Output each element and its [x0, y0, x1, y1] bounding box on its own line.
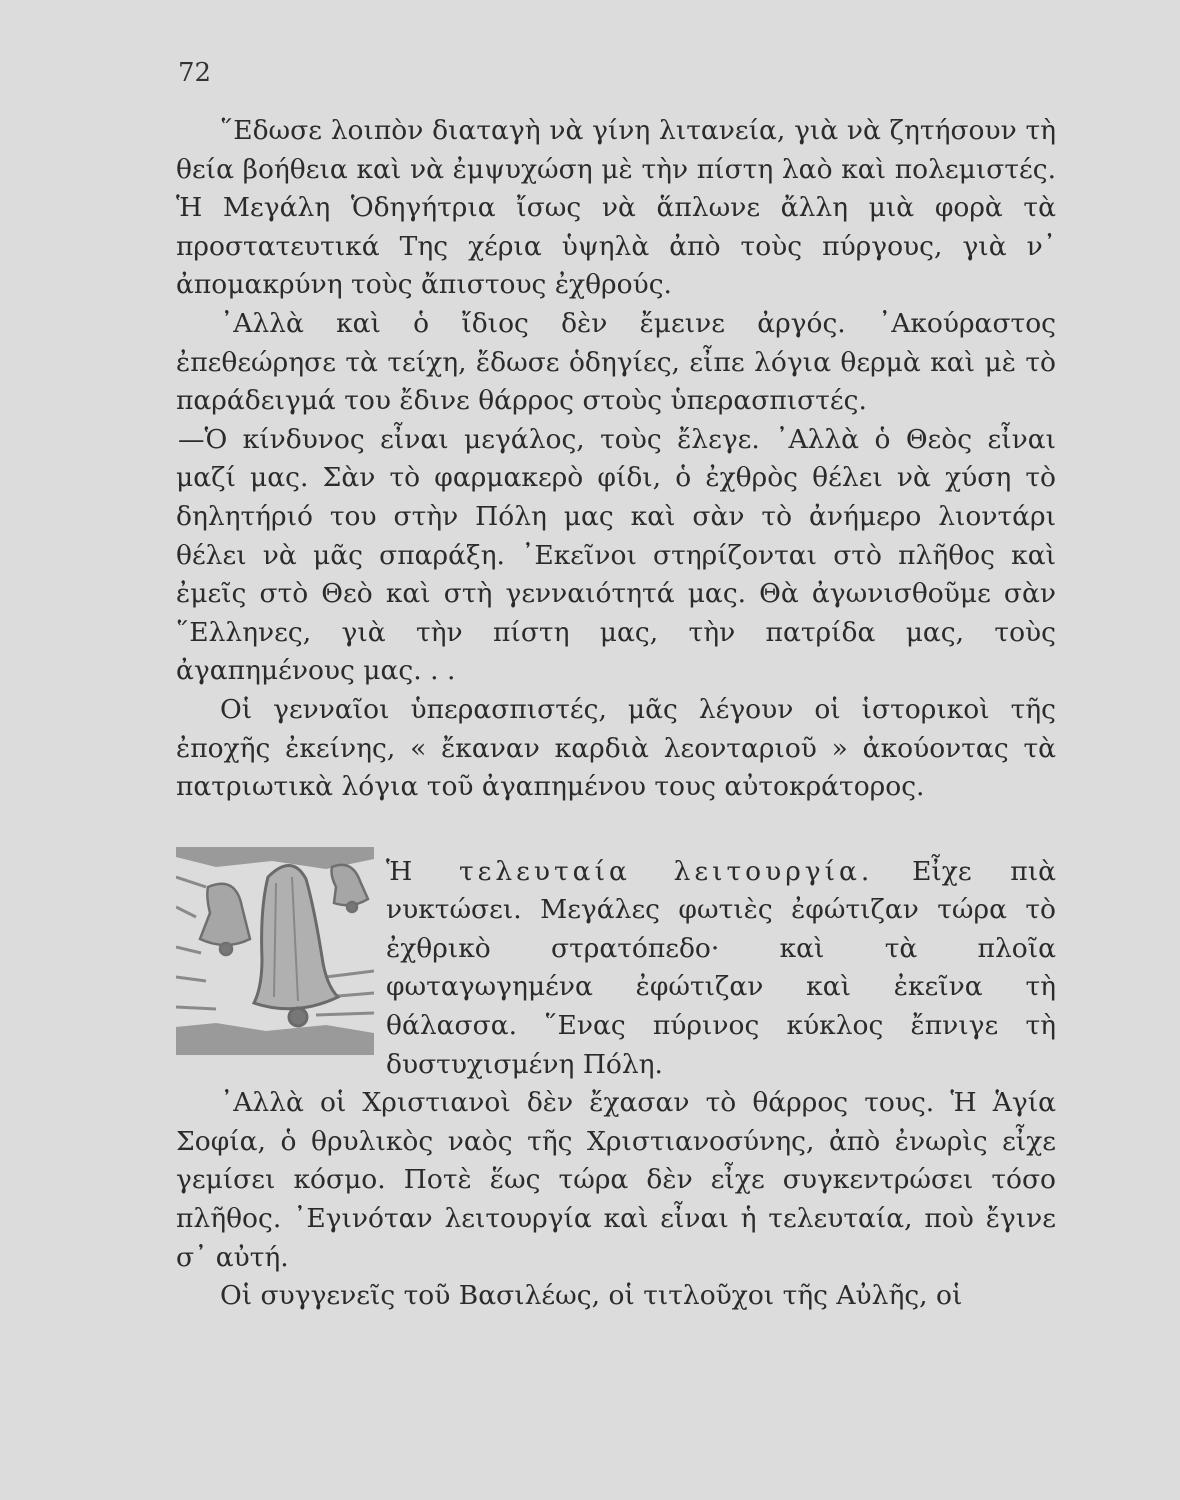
section-heading: Ἡ τελευταία λειτουργία.	[386, 855, 874, 887]
paragraph: Οἱ γενναῖοι ὑπερασπιστές, μᾶς λέγουν οἱ ἱστορικοὶ τῆς ἐποχῆς ἐκείνης, « ἔκαναν καρδιὰ λεονταριοῦ » ἀκούοντας τὰ πατριωτικὰ λόγια τοῦ ἀγαπημένου τους αὐτοκράτορος.	[176, 693, 1056, 803]
paragraph: Οἱ συγγενεῖς τοῦ Βασιλέως, οἱ τιτλοῦχοι τῆς Αὐλῆς, οἱ	[220, 1280, 963, 1312]
section-last-liturgy	[176, 853, 1056, 1085]
body-text	[176, 112, 1056, 1316]
paragraph: ῞Εδωσε λοιπὸν διαταγὴ νὰ γίνη λιτανεία, γιὰ νὰ ζητήσουν τὴ θεία βοήθεια καὶ νὰ ἐμψυχώση μὲ τὴν πίστη λαὸ καὶ πολεμιστές. Ἡ Μεγάλη Ὁδηγήτρια ἴσως νὰ ἅπλωνε ἄλλη μιὰ φορὰ τὰ προστατευτικά Της χέρια ὑψηλὰ ἀπὸ τοὺς πύργους, γιὰ ν᾽ ἀπομακρύνη τοὺς ἄπιστους ἐχθρούς.	[176, 115, 1056, 301]
page-number: 72	[178, 58, 212, 88]
section-first-paragraph-text: Εἶχε πιὰ νυκτώσει. Μεγάλες φωτιὲς ἐφώτιζαν τώρα τὸ ἐχθρικὸ στρατόπεδο· καὶ τὰ πλοῖα φωταγωγημένα ἐφώτιζαν καὶ ἐκεῖνα τὴ θάλασσα. ῞Ενας πύρινος κύκλος ἔπνιγε τὴ δυστυχισμένη Πόλη.	[386, 855, 1056, 1080]
dialogue-paragraph: —Ὁ κίνδυνος εἶναι μεγάλος, τοὺς ἔλεγε. ᾽Αλλὰ ὁ Θεὸς εἶναι μαζί μας. Σὰν τὸ φαρμακερὸ φίδι, ὁ ἐχθρὸς θέλει νὰ χύση τὸ δηλητήριό του στὴν Πόλη μας καὶ σὰν τὸ ἀνήμερο λιοντάρι θέλει νὰ μᾶς σπαράξη. ᾽Εκεῖνοι στηρίζονται στὸ πλῆθος καὶ ἐμεῖς στὸ Θεὸ καὶ στὴ γενναιότητά μας. Θὰ ἀγωνισθοῦμε σὰν ῞Ελληνες, γιὰ τὴν πίστη μας, τὴν πατρίδα μας, τοὺς ἀγαπημένους μας. . .	[176, 423, 1056, 687]
bells-icon	[176, 847, 374, 1055]
paragraph: ᾽Αλλὰ καὶ ὁ ἴδιος δὲν ἔμεινε ἀργός. ᾽Ακούραστος ἐπεθεώρησε τὰ τείχη, ἔδωσε ὁδηγίες, εἶπε λόγια θερμὰ καὶ μὲ τὸ παράδειγμά του ἔδινε θάρρος στοὺς ὑπερασπιστές.	[176, 307, 1056, 417]
paragraph: ᾽Αλλὰ οἱ Χριστιανοὶ δὲν ἔχασαν τὸ θάρρος τους. Ἡ Ἁγία Σοφία, ὁ θρυλικὸς ναὸς τῆς Χριστιανοσύνης, ἀπὸ ἐνωρὶς εἶχε γεμίσει κόσμο. Ποτὲ ἕως τώρα δὲν εἶχε συγκεντρώσει τόσο πλῆθος. ᾽Εγινόταν λειτουργία καὶ εἶναι ἡ τελευταία, ποὺ ἔγινε σ᾽ αὐτή.	[176, 1087, 1056, 1273]
